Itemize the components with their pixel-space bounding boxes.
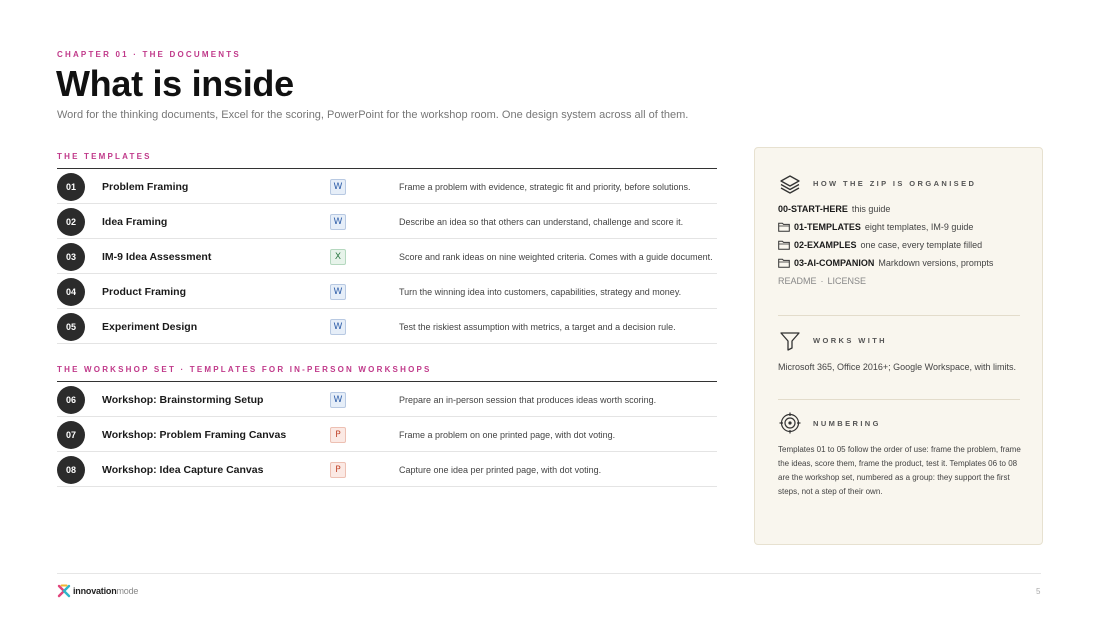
table-row[interactable] [57, 204, 717, 239]
folder-icon [778, 222, 790, 232]
folder-icon [778, 258, 790, 268]
table-row[interactable] [57, 239, 717, 274]
zip-item-note: Markdown versions, prompts [878, 258, 994, 268]
templates-section-label: THE TEMPLATES [57, 152, 152, 161]
word-icon: W [330, 319, 346, 335]
license-link[interactable]: LICENSE [827, 276, 867, 286]
template-name: Workshop: Brainstorming Setup [102, 393, 264, 406]
folder-icon [778, 240, 790, 250]
numbering-heading: NUMBERING [813, 419, 881, 428]
template-description: Describe an idea so that others can understand, challenge and score it. [399, 216, 684, 227]
chapter-label: CHAPTER 01 · THE DOCUMENTS [57, 50, 241, 59]
template-description: Prepare an in-person session that produces ideas worth scoring. [399, 394, 657, 405]
zip-item[interactable] [778, 204, 890, 214]
table-row[interactable] [57, 417, 717, 452]
zip-item[interactable] [778, 240, 982, 250]
info-panel [754, 147, 1043, 545]
template-name: Product Framing [102, 285, 187, 298]
template-name: Workshop: Problem Framing Canvas [102, 428, 287, 441]
panel-divider [778, 315, 1020, 316]
zip-item-note: this guide [851, 204, 891, 214]
target-icon [779, 412, 801, 434]
word-icon: W [330, 392, 346, 408]
zip-item-name: 03-AI-COMPANION [794, 258, 875, 268]
row-number: 05 [57, 313, 85, 341]
innovation-mode-logo [57, 584, 138, 598]
template-name: IM-9 Idea Assessment [102, 250, 212, 263]
zip-item[interactable] [778, 258, 993, 268]
separator: · [820, 276, 824, 286]
template-description: Test the riskiest assumption with metrics, a target and a decision rule. [399, 321, 676, 332]
page-number: 5 [1036, 587, 1041, 596]
funnel-icon [779, 330, 801, 352]
works-heading: WORKS WITH [813, 336, 887, 345]
zip-item-note: eight templates, IM-9 guide [864, 222, 974, 232]
row-number: 02 [57, 208, 85, 236]
table-row[interactable] [57, 382, 717, 417]
template-description: Frame a problem on one printed page, with dot voting. [399, 429, 616, 440]
page-title: What is inside [56, 63, 294, 104]
row-number: 03 [57, 243, 85, 271]
footer-divider [57, 573, 1041, 574]
zip-item-note: one case, every template filled [860, 240, 983, 250]
template-name: Idea Framing [102, 215, 168, 228]
zip-item-name: 02-EXAMPLES [794, 240, 857, 250]
row-number: 06 [57, 386, 85, 414]
table-row[interactable] [57, 309, 717, 344]
workshop-section-label: THE WORKSHOP SET · TEMPLATES FOR IN-PERSON WORKSHOPS [57, 365, 432, 374]
powerpoint-icon: P [330, 462, 346, 478]
template-description: Score and rank ideas on nine weighted criteria. Comes with a guide document. [399, 251, 713, 262]
table-row[interactable] [57, 169, 717, 204]
zip-item-name: 00-START-HERE [778, 204, 848, 214]
panel-divider [778, 399, 1020, 400]
zip-item[interactable] [778, 222, 973, 232]
word-icon: W [330, 284, 346, 300]
zip-files [778, 276, 866, 286]
zip-item-name: 01-TEMPLATES [794, 222, 861, 232]
word-icon: W [330, 179, 346, 195]
word-icon: W [330, 214, 346, 230]
works-text: Microsoft 365, Office 2016+; Google Workspace, with limits. [778, 362, 1017, 372]
row-number: 08 [57, 456, 85, 484]
template-description: Frame a problem with evidence, strategic fit and priority, before solutions. [399, 181, 691, 192]
row-number: 07 [57, 421, 85, 449]
template-description: Capture one idea per printed page, with dot voting. [399, 464, 602, 475]
excel-icon: X [330, 249, 346, 265]
numbering-text: Templates 01 to 05 follow the order of use: frame the problem, frame the ideas, score them, frame the product, test it. Templates 06 to 08 are the workshop set, numbered as a group: they support the first steps, not a step of their own. [778, 445, 1021, 496]
row-number: 04 [57, 278, 85, 306]
template-name: Problem Framing [102, 180, 189, 193]
readme-link[interactable]: README [778, 276, 817, 286]
logo-mark-icon [57, 584, 71, 598]
template-name: Experiment Design [102, 320, 198, 333]
zip-heading: HOW THE ZIP IS ORGANISED [813, 179, 977, 188]
table-row[interactable] [57, 274, 717, 309]
powerpoint-icon: P [330, 427, 346, 443]
layers-icon [779, 173, 801, 195]
template-name: Workshop: Idea Capture Canvas [102, 463, 264, 476]
page-subtitle: Word for the thinking documents, Excel for the scoring, PowerPoint for the workshop room. One design system across all of them. [57, 109, 689, 121]
templates-table [57, 168, 717, 344]
template-description: Turn the winning idea into customers, capabilities, strategy and money. [399, 286, 682, 297]
row-number: 01 [57, 173, 85, 201]
logo-text: innovationmode [73, 586, 139, 596]
table-row[interactable] [57, 452, 717, 487]
workshop-table [57, 381, 717, 487]
